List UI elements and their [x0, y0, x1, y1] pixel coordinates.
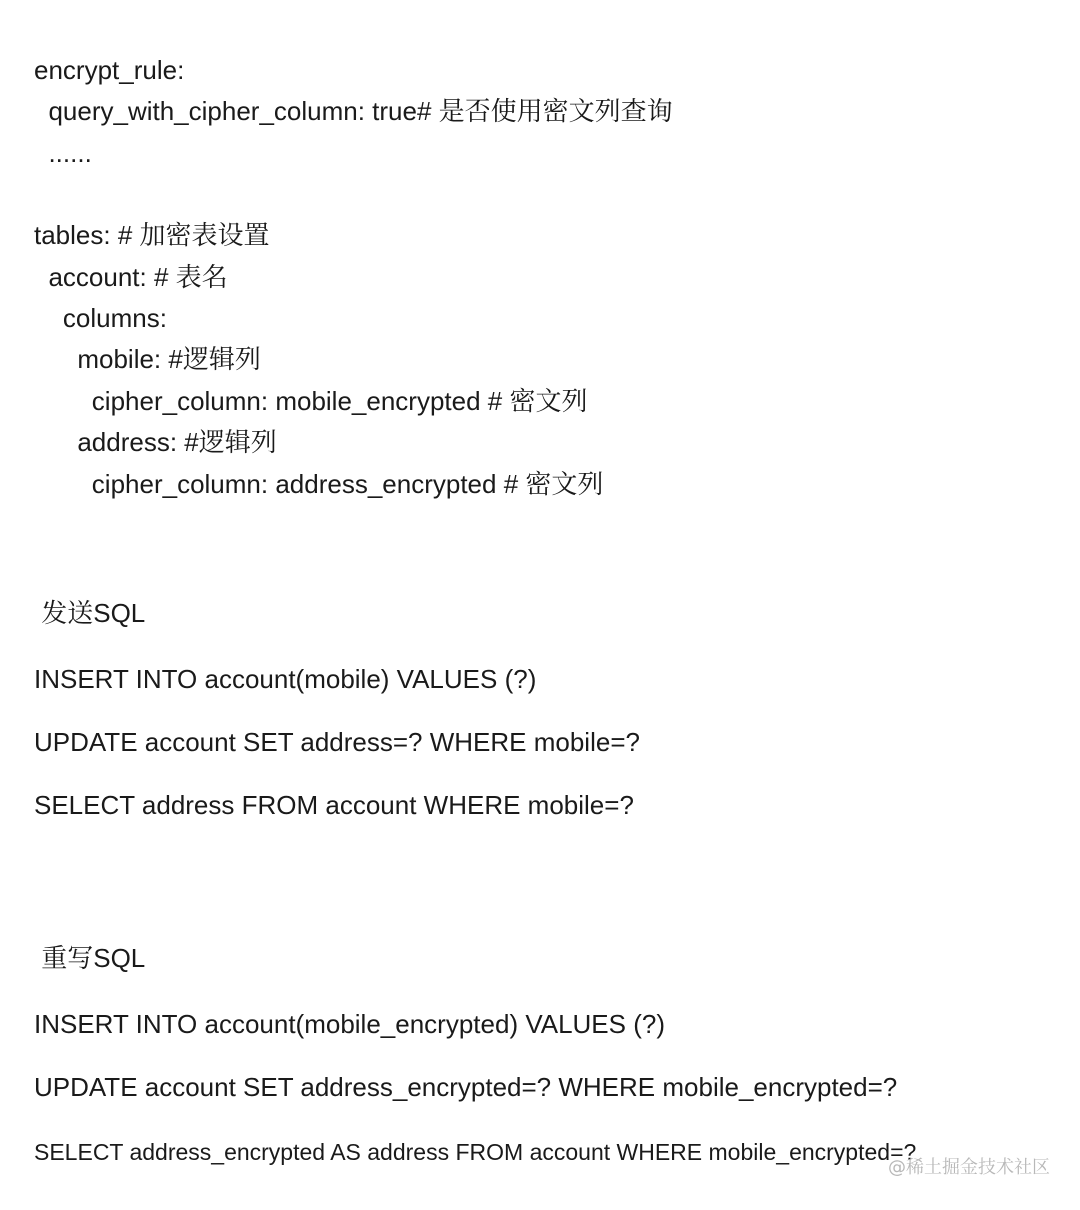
rewrite-sql-update: UPDATE account SET address_encrypted=? WHERE mobile_encrypted=?: [34, 1072, 898, 1102]
send-sql-update: UPDATE account SET address=? WHERE mobile=?: [34, 727, 640, 757]
config-line-ellipsis: ......: [34, 138, 92, 168]
config-line-mobile: mobile: #逻辑列: [34, 344, 261, 374]
config-line-encrypt-rule: encrypt_rule:: [34, 55, 185, 85]
config-line-query-with-cipher: query_with_cipher_column: true# 是否使用密文列查询: [34, 96, 673, 126]
rewrite-sql-select: SELECT address_encrypted AS address FROM account WHERE mobile_encrypted=?: [34, 1139, 917, 1165]
send-sql-insert: INSERT INTO account(mobile) VALUES (?): [34, 664, 537, 694]
watermark: @稀土掘金技术社区: [888, 1157, 1050, 1178]
config-line-account: account: # 表名: [34, 262, 228, 292]
config-line-columns: columns:: [34, 303, 167, 333]
config-line-address: address: #逻辑列: [34, 427, 277, 457]
config-line-mobile-cipher: cipher_column: mobile_encrypted # 密文列: [34, 386, 588, 416]
config-line-address-cipher: cipher_column: address_encrypted # 密文列: [34, 469, 604, 499]
send-sql-select: SELECT address FROM account WHERE mobile=?: [34, 790, 634, 820]
rewrite-sql-heading: 重写SQL: [34, 943, 146, 973]
config-line-tables: tables: # 加密表设置: [34, 220, 270, 250]
rewrite-sql-insert: INSERT INTO account(mobile_encrypted) VALUES (?): [34, 1009, 665, 1039]
send-sql-heading: 发送SQL: [34, 598, 146, 628]
